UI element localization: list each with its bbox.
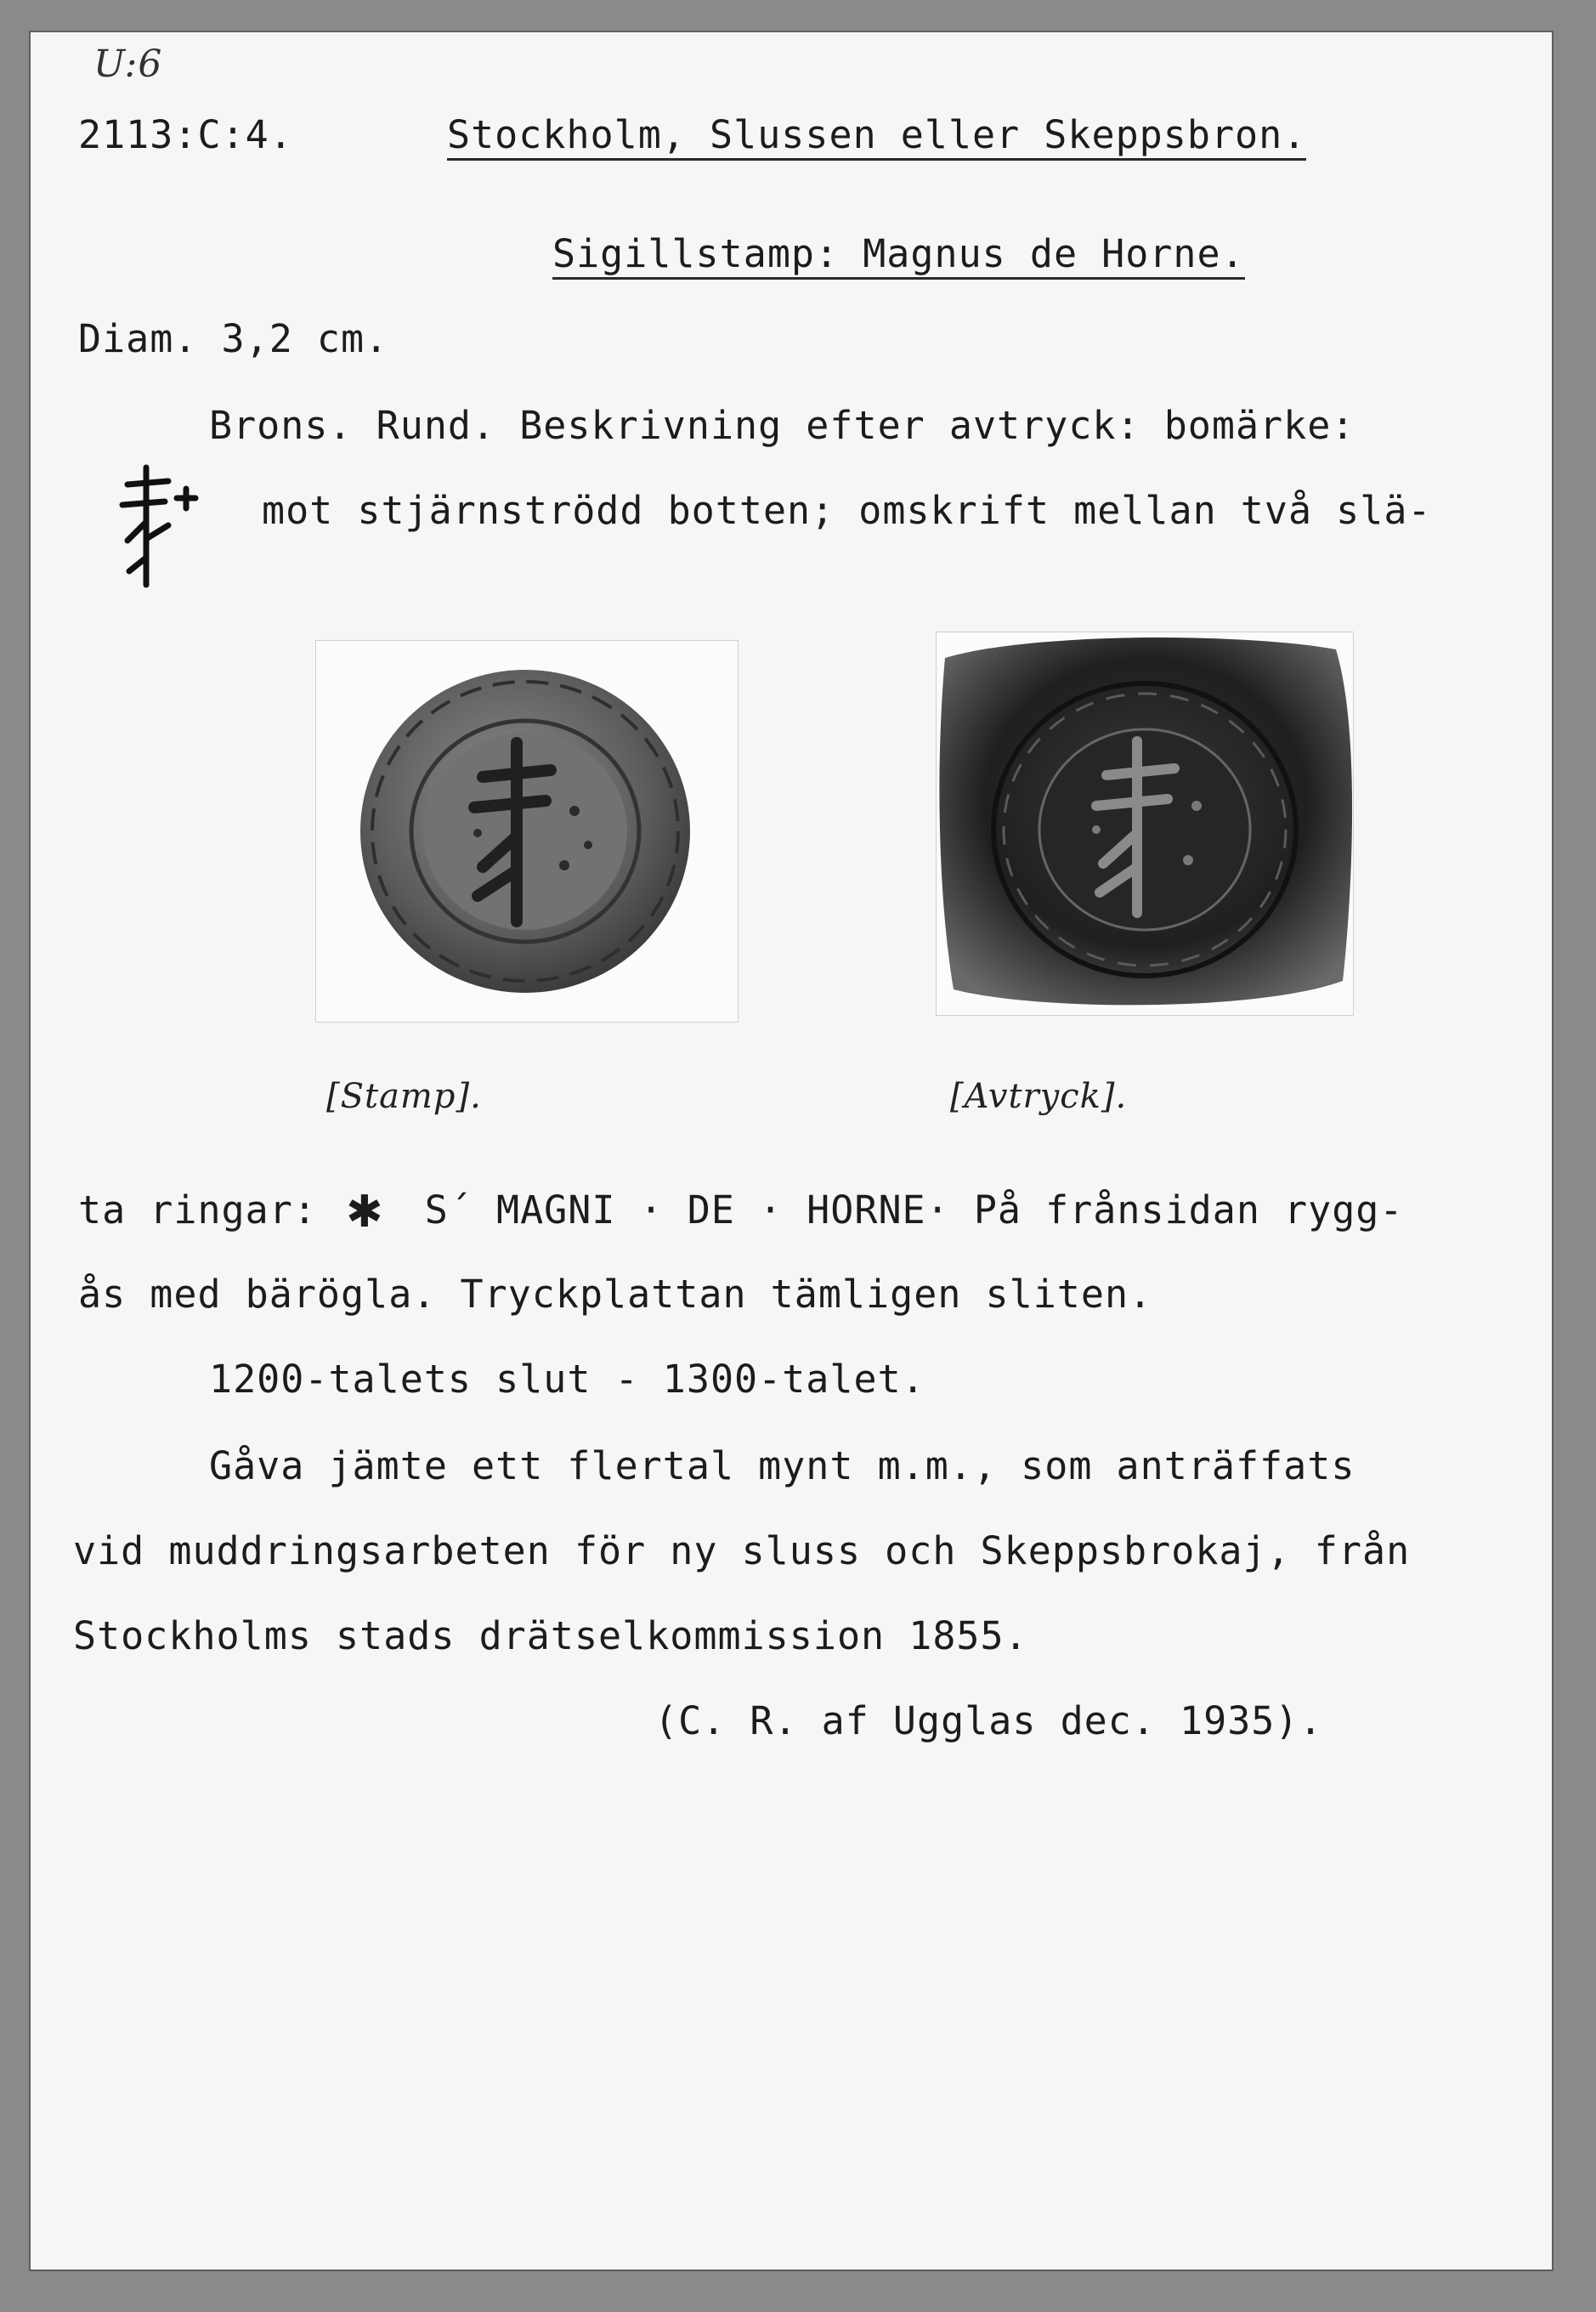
description-line-3 [78,1187,1404,1238]
asterisk-star-icon: ✱ [346,1187,384,1238]
corner-note: U:6 [93,42,163,86]
date-range: 1200-talets slut - 1300-talet. [209,1357,925,1402]
provenance-line-3: Stockholms stads drätselkommission 1855. [73,1613,1028,1658]
description-line-2: mot stjärnströdd botten; omskrift mellan två slä- [262,488,1432,533]
caption-impression: [Avtryck]. [950,1077,1128,1116]
provenance-line-2: vid muddringsarbeten för ny sluss och Skeppsbrokaj, från [73,1528,1411,1573]
object-title: Sigillstamp: Magnus de Horne. [552,235,1245,280]
description-line-4: ås med bärögla. Tryckplattan tämligen sliten. [78,1272,1153,1317]
stamp-photo [316,641,738,1022]
provenance-line-1: Gåva jämte ett flertal mynt m.m., som anträffats [209,1443,1355,1488]
description-line-1: Brons. Rund. Beskrivning efter avtryck: bomärke: [209,403,1355,448]
author-signature: (C. R. af Ugglas dec. 1935). [654,1698,1323,1743]
diameter: Diam. 3,2 cm. [78,316,389,361]
catalog-card [31,32,1552,2270]
inscription: S´ MAGNI · DE · HORNE· [424,1187,950,1232]
description-line-3-prefix: ta ringar: [78,1187,317,1232]
location-heading: Stockholm, Slussen eller Skeppsbron. [447,116,1306,161]
house-mark-icon [112,457,214,593]
catalog-number: 2113:C:4. [78,112,293,157]
caption-stamp: [Stamp]. [326,1077,482,1116]
description-line-3-suffix: På frånsidan rygg- [973,1187,1404,1232]
impression-photo [937,632,1353,1015]
